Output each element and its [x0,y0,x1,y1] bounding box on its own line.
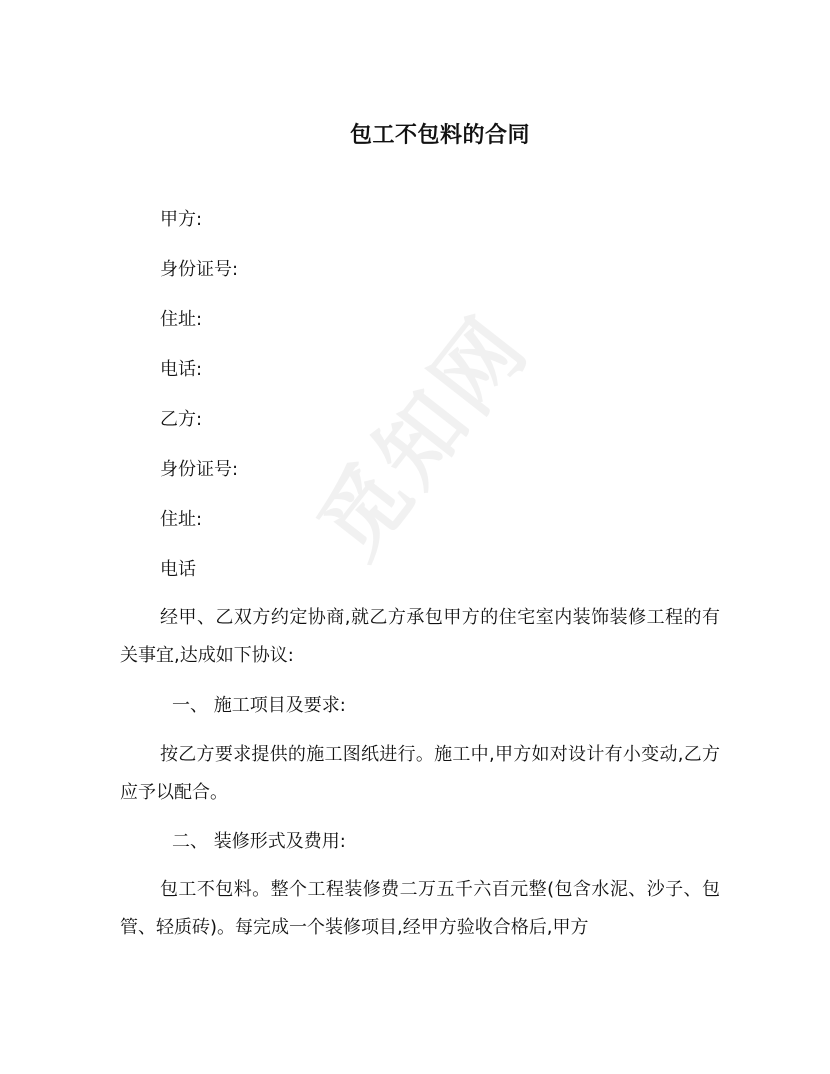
party-b-id-label: 身份证号: [160,459,239,480]
party-a-address-label: 住址: [160,309,203,330]
party-b-label: 乙方: [160,409,203,430]
party-a-phone-label: 电话: [160,359,203,380]
party-b-phone-label: 电话 [160,559,196,580]
document-title: 包工不包料的合同 [349,123,530,148]
party-a-label: 甲方: [160,209,203,230]
party-b-address-label: 住址: [160,509,203,530]
watermark: 觅知网 [299,297,549,577]
section-1-heading: 一、 施工项目及要求: [172,695,346,716]
party-a-id-label: 身份证号: [160,259,239,280]
section-1-body: 按乙方要求提供的施工图纸进行。施工中,甲方如对设计有小变动,乙方应予以配合。 [120,744,720,803]
intro-paragraph: 经甲、乙双方约定协商,就乙方承包甲方的住宅室内装饰装修工程的有关事宜,达成如下协议: [120,607,720,666]
section-2-body: 包工不包料。整个工程装修费二万五千六百元整(包含水泥、沙子、包管、轻质砖)。每完成一个装修项目,经甲方验收合格后,甲方 [120,879,720,938]
section-2-heading: 二、 装修形式及费用: [172,831,346,852]
